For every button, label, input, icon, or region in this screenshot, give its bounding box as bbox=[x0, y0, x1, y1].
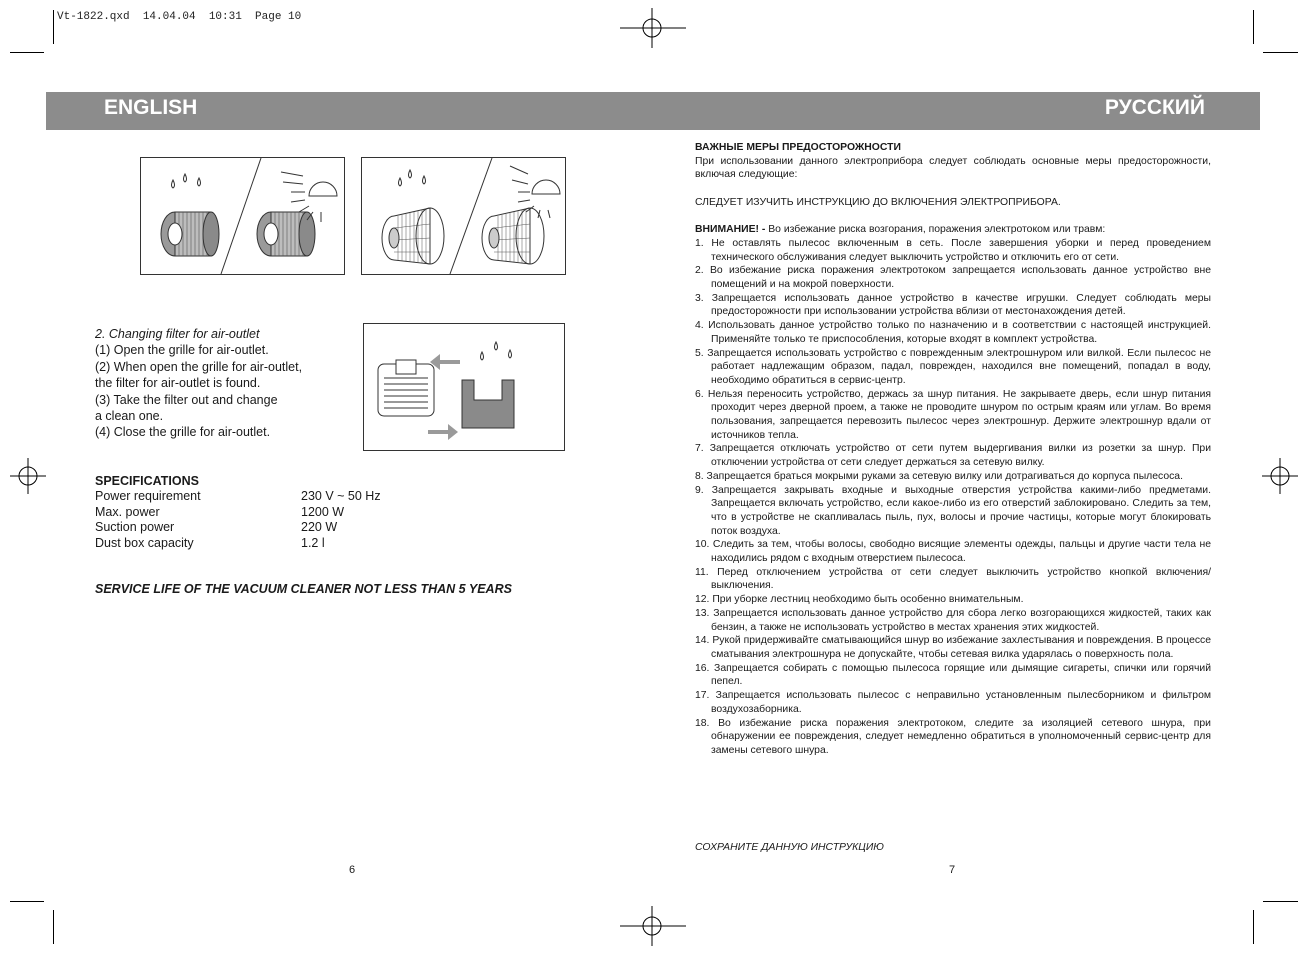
list-item: 3. Запрещается использовать данное устройство в качестве игрушки. Следует соблюдать меры предосторожности при использовании устройства вблизи от местонахождения детей. bbox=[695, 292, 1211, 318]
keep-instructions-note: СОХРАНИТЕ ДАННУЮ ИНСТРУКЦИЮ bbox=[695, 842, 884, 853]
list-item: 10. Следить за тем, чтобы волосы, свободно висящие элементы одежды, пальцы и другие части тела не находились рядом с входным отверстием пылесоса. bbox=[695, 539, 1211, 565]
warning-label: ВНИМАНИЕ! - bbox=[695, 224, 766, 236]
spec-value: 220 W bbox=[301, 520, 338, 534]
print-slug: Vt-1822.qxd 14.04.04 10:31 Page 10 bbox=[57, 11, 302, 23]
page-number-right: 7 bbox=[949, 864, 956, 876]
spec-label: Max. power bbox=[95, 505, 160, 519]
spec-value: 1200 W bbox=[301, 505, 345, 519]
intro-paragraph: При использовании данного электроприбора следует соблюдать основные меры предосторожности, включая следующие: bbox=[695, 155, 1211, 181]
step-line: (3) Take the filter out and change bbox=[95, 392, 278, 407]
air-outlet-filter-steps bbox=[95, 326, 335, 441]
list-item: 5. Запрещается использовать устройство с поврежденным электрошнуром или вилкой. Если пылесос не работает надлежащим образом, падал, поврежден, находился вне помещений, попадал в воду, необходимо обратиться в сервис-центр. bbox=[695, 347, 1211, 386]
section-title: ВАЖНЫЕ МЕРЫ ПРЕДОСТОРОЖНОСТИ bbox=[695, 142, 901, 153]
step-line: (4) Close the grille for air-outlet. bbox=[95, 425, 271, 440]
step-line: (2) When open the grille for air-outlet, bbox=[95, 359, 303, 374]
list-item: 9. Запрещается закрывать входные и выходные отверстия устройства какими-либо предметами. Запрещается включать устройство, если какое-либо из его отверстий заблокировано. Следить за тем, что в устройстве не скапливалась пыль, пух, волосы и прочие частицы, которые могут блокировать поток воздуха. bbox=[695, 484, 1211, 537]
page-number-left: 6 bbox=[349, 864, 356, 876]
step-heading: 2. Changing filter for air-outlet bbox=[95, 327, 260, 341]
step-line: the filter for air-outlet is found. bbox=[95, 376, 261, 391]
list-item: 14. Рукой придерживайте сматывающийся шнур во избежание захлестывания и повреждения. В процессе сматывания электрошнура не допускайте, чтобы сетевая вилка ударялась о поверхность пола. bbox=[695, 635, 1212, 660]
list-item: 16. Запрещается собирать с помощью пылесоса горящие или дымящие сигареты, спички или горячий пепел. bbox=[695, 662, 1211, 688]
specifications-title: SPECIFICATIONS bbox=[95, 474, 199, 488]
list-item: 12. При уборке лестниц необходимо быть особенно внимательным. bbox=[695, 594, 1024, 606]
warning-line bbox=[695, 223, 1211, 237]
page-title-english: ENGLISH bbox=[104, 96, 198, 119]
russian-safety-section bbox=[695, 141, 1211, 758]
list-item: 4. Использовать данное устройство только по назначению и в соответствии с настоящей инструкцией. Применяйте только те приспособления, которые входят в комплект устройства. bbox=[695, 320, 1211, 345]
study-instruction: СЛЕДУЕТ ИЗУЧИТЬ ИНСТРУКЦИЮ ДО ВКЛЮЧЕНИЯ ЭЛЕКТРОПРИБОРА. bbox=[695, 196, 1061, 208]
spec-label: Dust box capacity bbox=[95, 536, 194, 550]
list-item: 13. Запрещается использовать данное устройство для сбора легко возгорающихся жидкостей, таких как бензин, а также не использовать устройство в местах хранения этих жидкостей. bbox=[695, 607, 1211, 633]
list-item: 18. Во избежание риска поражения электротоком, следите за изоляцией сетевого шнура, при обнаружении ее повреждения, следует немедленно обратиться в уполномоченный сервис-центр для замены сетевого шнура. bbox=[695, 717, 1211, 756]
list-item: 11. Перед отключением устройства от сети следует выключить устройство кнопкой включения/выключения. bbox=[695, 566, 1211, 592]
spec-value: 1.2 l bbox=[301, 536, 325, 550]
list-item: 17. Запрещается использовать пылесос с неправильно установленным пылесборником и фильтром воздухозаборника. bbox=[695, 690, 1211, 715]
air-outlet-filter-illustration bbox=[363, 323, 565, 451]
list-item: 1. Не оставлять пылесос включенным в сеть. После завершения уборки и перед проведением технического обслуживания следует выключить устройство и отключить его от сети. bbox=[695, 237, 1211, 263]
mesh-filter-drying-illustration bbox=[361, 157, 566, 275]
list-item: 8. Запрещается браться мокрыми руками за сетевую вилку или дотрагиваться до корпуса пылесоса. bbox=[695, 470, 1183, 482]
page-title-russian: РУССКИЙ bbox=[1104, 96, 1205, 119]
list-item: 6. Нельзя переносить устройство, держась за шнур питания. Не закрываете дверь, если шнур питания проходит через дверной проем, а также не проводите шнуром по острым краям или углам. Во время пользования, запрещается перевозить пылесос через электрошнур. Держите электрошнур вдали от источников тепла. bbox=[695, 388, 1211, 441]
list-item: 7. Запрещается отключать устройство от сети путем выдергивания вилки из розетки за шнур. При отключении устройства от сети следует держаться за сетевую вилку. bbox=[695, 443, 1211, 469]
spec-label: Suction power bbox=[95, 520, 175, 534]
spec-label: Power requirement bbox=[95, 489, 201, 503]
filter-drying-illustration bbox=[140, 157, 345, 275]
service-life-note: SERVICE LIFE OF THE VACUUM CLEANER NOT LESS THAN 5 YEARS bbox=[95, 582, 512, 596]
warning-text: Во избежание риска возгорания, поражения электротоком или травм: bbox=[765, 224, 1106, 236]
step-line: a clean one. bbox=[95, 409, 164, 424]
list-item: 2. Во избежание риска поражения электротоком запрещается использовать данное устройство вне помещений и на мокрой поверхности. bbox=[695, 265, 1211, 290]
spec-value: 230 V ~ 50 Hz bbox=[301, 489, 381, 503]
step-line: (1) Open the grille for air-outlet. bbox=[95, 343, 269, 358]
header-bar bbox=[46, 92, 1260, 130]
